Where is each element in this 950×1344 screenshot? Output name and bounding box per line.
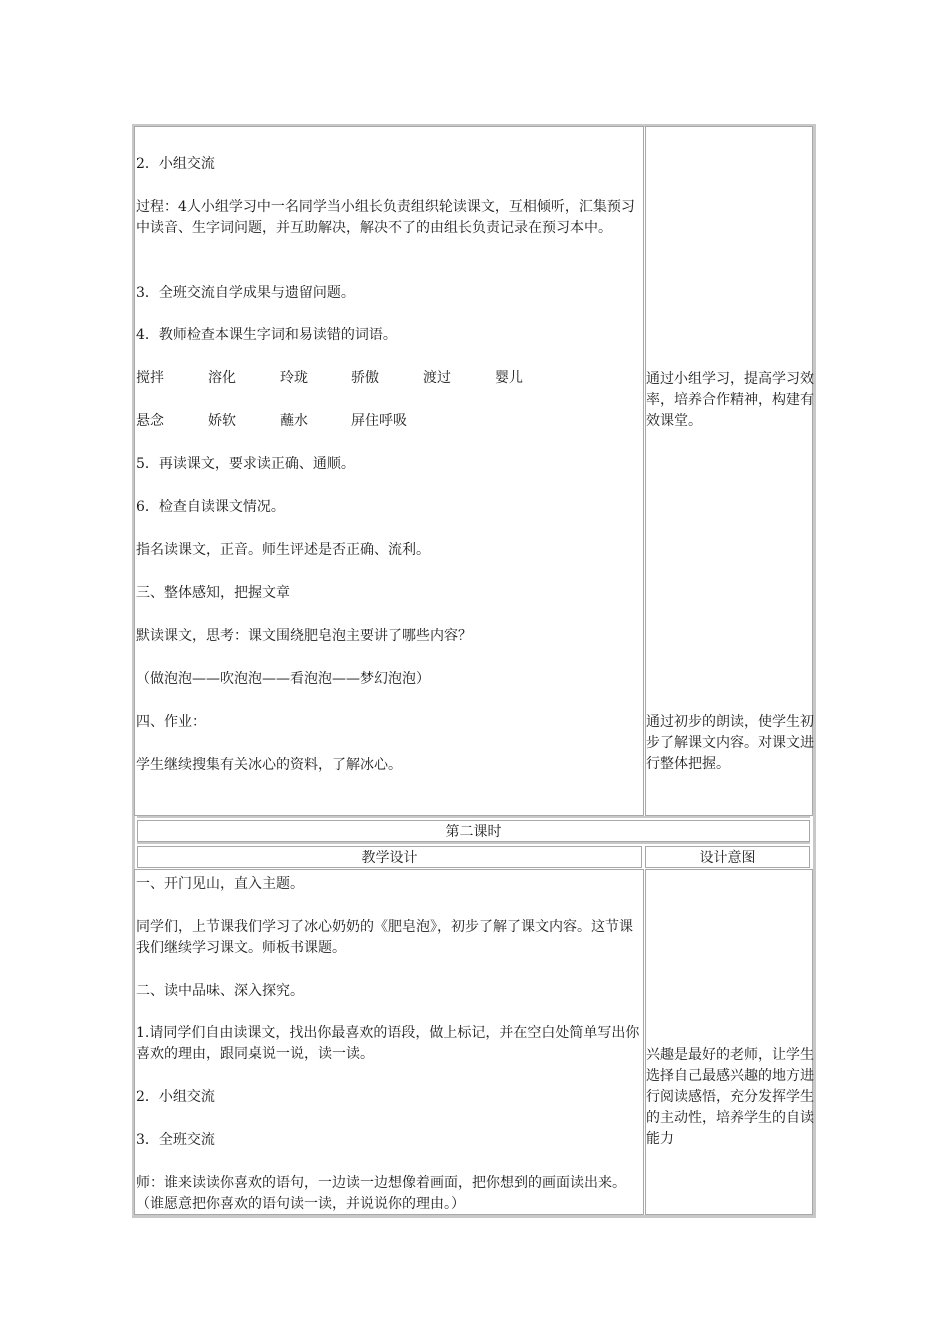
vocab-word: 蘸水 <box>280 413 308 429</box>
vocab-word: 玲珑 <box>280 370 308 386</box>
vocab-word: 婴儿 <box>495 370 523 386</box>
step-class-exchange: 3．全班交流自学成果与遗留问题。 <box>136 285 355 301</box>
vocab-word: 娇软 <box>208 413 236 429</box>
column-header-design: 教学设计 <box>137 846 642 868</box>
lesson2-notes-cell <box>645 869 813 1215</box>
step-process: 过程：4人小组学习中一名同学当小组长负责组织轮读课文，互相倾听，汇集预习中读音、生字词问题，并互助解决，解决不了的由组长负责记录在预习本中。 <box>136 199 635 236</box>
section-homework: 四、作业： <box>136 714 206 730</box>
step-free-reading: 1.请同学们自由读课文，找出你最喜欢的语段，做上标记，并在空白处简单写出你喜欢的理由，跟同桌说一说，读一读。 <box>136 1025 640 1062</box>
step-group-discussion-2: 2．小组交流 <box>136 1089 215 1105</box>
vocab-word: 渡过 <box>423 370 451 386</box>
step-intro-speech: 同学们，上节课我们学习了冰心奶奶的《肥皂泡》，初步了解了课文内容。这节课我们继续学习课文。师板书课题。 <box>136 919 633 956</box>
step-class-exchange-2: 3．全班交流 <box>136 1132 215 1148</box>
vocab-row-2 <box>136 411 407 432</box>
step-reread: 5．再读课文，要求读正确、通顺。 <box>136 456 355 472</box>
intent-note-interest: 兴趣是最好的老师，让学生选择自己最感兴趣的地方进行阅读感悟，充分发挥学生的主动性，培养学生的自读能力 <box>646 1047 814 1147</box>
row-divider <box>137 816 810 818</box>
intent-note-group-study: 通过小组学习，提高学习效率，培养合作精神，构建有效课堂。 <box>646 371 814 429</box>
step-teacher-prompt: 师：谁来读读你喜欢的语句，一边读一边想像着画面，把你想到的画面读出来。（谁愿意把你喜欢的语句读一读，并说说你的理由。） <box>136 1175 626 1212</box>
vocab-word: 溶化 <box>208 370 236 386</box>
vocab-word: 悬念 <box>136 413 164 429</box>
vocab-row-1 <box>136 368 523 389</box>
column-header-intent: 设计意图 <box>645 846 810 868</box>
section-deep-reading: 二、读中品味、深入探究。 <box>136 983 304 999</box>
intent-note-first-reading: 通过初步的朗读，使学生初步了解课文内容。对课文进行整体把握。 <box>646 714 814 772</box>
section-open-topic: 一、开门见山，直入主题。 <box>136 876 304 892</box>
step-silent-reading: 默读课文，思考：课文围绕肥皂泡主要讲了哪些内容？ <box>136 628 472 644</box>
vocab-word: 骄傲 <box>351 370 379 386</box>
step-group-discussion: 2．小组交流 <box>136 156 215 172</box>
vocab-word: 屏住呼吸 <box>351 413 407 429</box>
row-divider <box>137 842 810 844</box>
step-check-reading: 6．检查自读课文情况。 <box>136 499 285 515</box>
step-teacher-check: 4．教师检查本课生字词和易读错的词语。 <box>136 327 397 343</box>
vocab-word: 搅拌 <box>136 370 164 386</box>
step-bubble-sequence: （做泡泡——吹泡泡——看泡泡——梦幻泡泡） <box>136 671 430 687</box>
lesson2-title: 第二课时 <box>137 820 810 842</box>
section-overall-perception: 三、整体感知，把握文章 <box>136 585 290 601</box>
step-homework-task: 学生继续搜集有关冰心的资料，了解冰心。 <box>136 757 402 773</box>
step-named-reading: 指名读课文，正音。师生评述是否正确、流利。 <box>136 542 430 558</box>
